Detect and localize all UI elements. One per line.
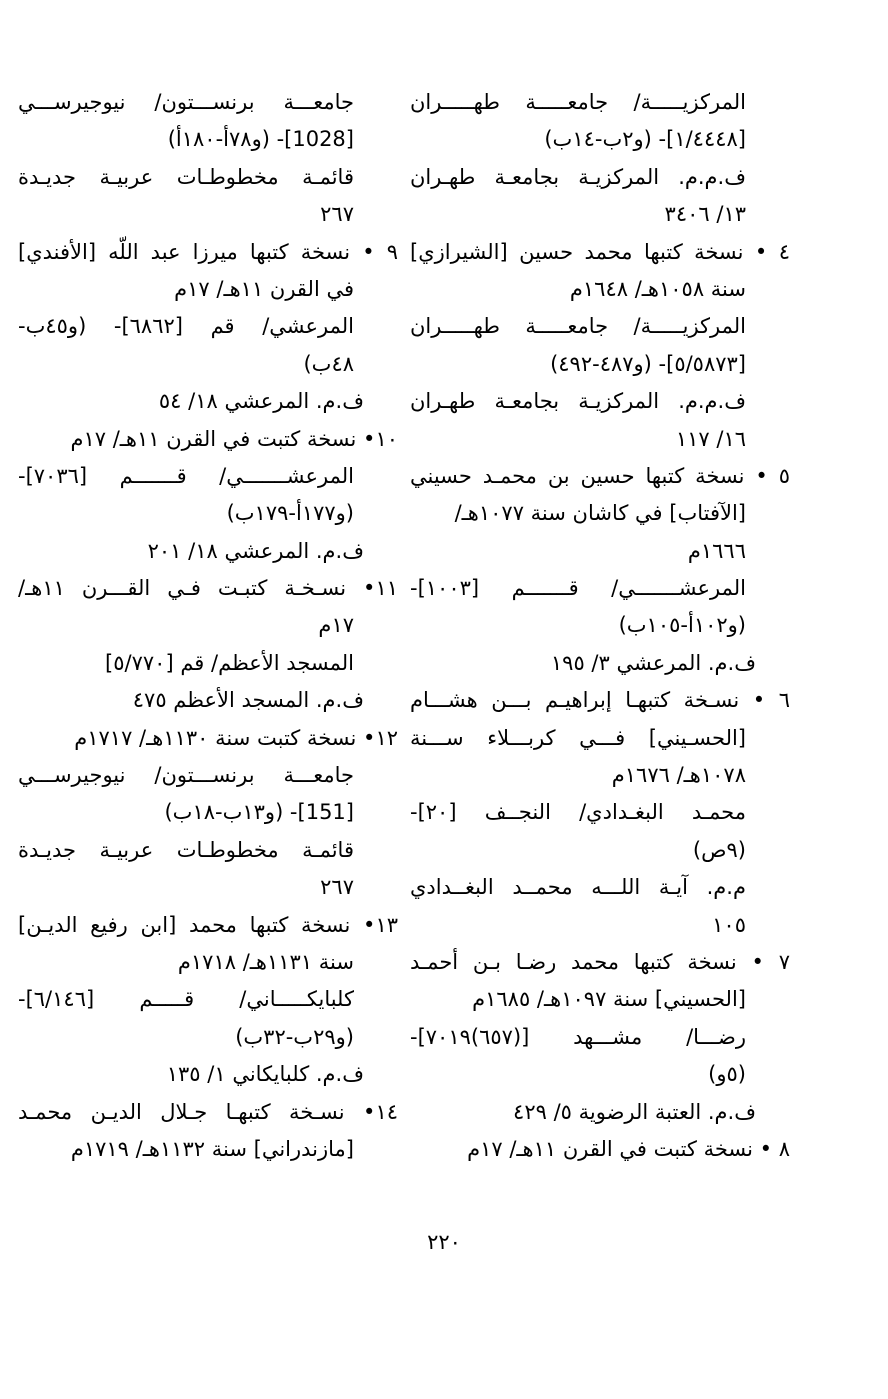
text-line: ف.م. العتبة الرضوية ٥/ ٤٢٩ xyxy=(513,1099,756,1124)
text-line: ٥ • نسخة كتبها حسين بن محمـد حسيني xyxy=(410,463,790,488)
text-line: ١٢• نسخة كتبت سنة ١١٣٠هـ/ ١٧١٧م xyxy=(74,725,398,750)
text-line: ف.م. المرعشي ١٨/ ٥٤ xyxy=(158,389,364,414)
text-line: المركزيـــــة/ جامعـــــة طهـــــران xyxy=(410,90,746,114)
text-line: (و٢٩ب-٣٢ب) xyxy=(235,1024,354,1049)
text-line: [١/٤٤٤٨]- (و٢ب-١٤ب) xyxy=(544,127,746,152)
text-line: جامعـــة برنســـتون/ نيوجيرســـي xyxy=(18,763,354,788)
text-line: ١٣• نسخة كتبها محمد [ابن رفيع الديـن] xyxy=(18,912,398,937)
text-line: جامعـــة برنســـتون/ نيوجيرســـي xyxy=(18,90,354,114)
text-line: المسجد الأعظم/ قم [٥/٧٧٠] xyxy=(105,650,354,675)
text-line: [1028]- (و٧٨أ-١٨٠أ) xyxy=(167,127,354,152)
page-number: ٢٢٠ xyxy=(427,1230,461,1254)
text-line: ٤ • نسخة كتبها محمد حسين [الشيرازي] xyxy=(410,239,790,264)
text-line: ١٤• نسـخة كتبهـا جـلال الديـن محمـد xyxy=(18,1099,398,1124)
text-line: المرعشـــــــي/ قـــــــم [١٠٠٣]- xyxy=(410,576,746,601)
text-line: ١٠٧٨هـ/ ١٦٧٦م xyxy=(611,763,746,788)
text-line: ٢٦٧ xyxy=(320,875,354,900)
text-line: (و١٧٧أ-١٧٩ب) xyxy=(226,501,354,526)
text-line: ١١• نسـخـة كتبـت فـي القـــرن ١١هـ/ xyxy=(18,576,398,601)
text-line: ١٧م xyxy=(318,613,354,638)
text-line: ٧ • نسخة كتبها محمد رضـا بـن أحمـد xyxy=(410,949,790,974)
text-line: [الحسيني] سنة ١٠٩٧هـ/ ١٦٨٥م xyxy=(472,987,746,1012)
text-line: ١٦/ ١١٧ xyxy=(675,426,746,451)
text-line: قائمـة مخطوطـات عربيـة جديـدة xyxy=(18,837,354,862)
text-line: (و١٠٢أ-١٠٥ب) xyxy=(618,613,746,638)
text-line: ف.م. كلبايكاني ١/ ١٣٥ xyxy=(166,1062,364,1087)
text-line: م.م. آيـة اللـــه محمــد البغــدادي xyxy=(410,875,746,900)
text-line: ٩ • نسخة كتبها ميرزا عبد اللّه [الأفندي] xyxy=(18,239,398,264)
text-line: ف.م. المرعشي ١٨/ ٢٠١ xyxy=(147,538,364,563)
text-line: المركزيـــــة/ جامعـــــة طهـــــران xyxy=(410,314,746,339)
text-line: ٢٦٧ xyxy=(320,202,354,227)
text-line: ١٦٦٦م xyxy=(687,538,746,563)
text-line: محمـد البغـدادي/ النجــف [٢٠]- xyxy=(410,800,746,825)
text-line: المرعشي/ قم [٦٨٦٢]- (و٤٥ب- xyxy=(18,314,354,339)
text-line: ٨ • نسخة كتبت في القرن ١١هـ/ ١٧م xyxy=(467,1136,790,1161)
text-line: (٥و) xyxy=(708,1062,746,1087)
text-line: [٥/٥٨٧٣]- (و٤٨٧-٤٩٢) xyxy=(550,351,746,376)
text-line: المرعشـــــــي/ قـــــــم [٧٠٣٦]- xyxy=(18,463,354,488)
text-line: سنة ١٠٥٨هـ/ ١٦٤٨م xyxy=(569,276,746,301)
text-line: ف.م.م. المركزيـة بجامعـة طهـران xyxy=(410,164,746,189)
text-line: [مازندراني] سنة ١١٣٢هـ/ ١٧١٩م xyxy=(70,1136,354,1161)
text-line: كلبايكـــــاني/ قـــــم [٦/١٤٦]- xyxy=(18,987,354,1012)
text-line: (٩ص) xyxy=(692,837,746,862)
text-line: سنة ١١٣١هـ/ ١٧١٨م xyxy=(177,949,354,974)
text-line: ف.م. المرعشي ٣/ ١٩٥ xyxy=(550,650,756,675)
left-column xyxy=(18,84,398,1168)
right-column xyxy=(410,84,790,1168)
text-line: ١٠٥ xyxy=(712,912,746,937)
text-line: ١٣/ ٣٤٠٦ xyxy=(664,202,746,227)
text-line: ٤٨ب) xyxy=(303,351,354,376)
text-line: رضـــا/ مشـــهد [(٦٥٧)٧٠١٩]- xyxy=(410,1024,746,1049)
text-line: ١٠• نسخة كتبت في القرن ١١هـ/ ١٧م xyxy=(70,426,398,451)
text-line: في القرن ١١هـ/ ١٧م xyxy=(174,276,354,301)
text-line: قائمـة مخطوطـات عربيـة جديـدة xyxy=(18,164,354,189)
text-line: ف.م.م. المركزيـة بجامعـة طهـران xyxy=(410,389,746,414)
text-line: [الحسـيني] فـــي كربـــلاء ســـنة xyxy=(410,725,746,750)
text-line: [الآفتاب] في كاشان سنة ١٠٧٧هـ/ xyxy=(454,501,746,526)
text-line: ف.م. المسجد الأعظم ٤٧٥ xyxy=(132,688,364,713)
text-line: ٦ • نسـخة كتبهـا إبراهيـم بـــن هشـــام xyxy=(410,688,790,713)
text-line: [151]- (و١٣ب-١٨ب) xyxy=(164,800,354,825)
